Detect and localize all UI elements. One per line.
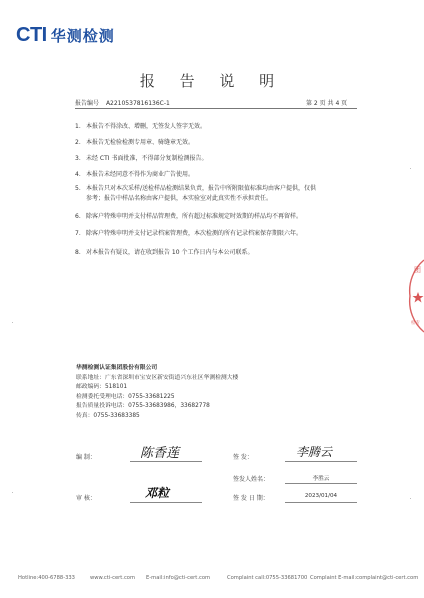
contact-address: 联系地址：广东省深圳市宝安区新安街道兴东社区华测检测大楼 — [76, 374, 239, 381]
report-number-value: A2210537816136C-1 — [105, 100, 170, 107]
issue-date: 2023/01/04 — [304, 493, 338, 499]
report-number-label: 报告编号 — [75, 100, 100, 107]
statement-item: 2. 本报告无检验检测专用章、骑缝章无效。 — [75, 139, 195, 146]
reviewer-label: 审 核： — [76, 495, 96, 502]
contact-postcode: 邮政编码：518101 — [76, 384, 128, 391]
contact-entrust-phone: 检测委托受理电话：0755-33681225 — [76, 393, 175, 400]
company-name: 华测检测认证集团股份有限公司 — [76, 365, 158, 371]
contact-complaint-phone: 报告质量投诉电话：0755-33683986，33682778 — [76, 403, 210, 410]
footer-website[interactable]: www.cti-cert.com — [90, 575, 136, 581]
contact-fax: 传真：0755-33683385 — [76, 412, 140, 419]
logo-cn-text: 华测检测 — [50, 26, 115, 45]
compiler-signature: 陈香莲 — [140, 446, 180, 461]
issuer-name-label: 签发人姓名： — [233, 476, 270, 483]
statement-item: 1. 本报告不得涂改、增删，无签发人签字无效。 — [75, 123, 207, 130]
footer-complaint-email[interactable]: Complaint E-mail:complaint@cti-cert.com — [310, 575, 419, 581]
issue-date-label: 签 发 日 期： — [233, 495, 269, 502]
page-title: 报 告 说 明 — [139, 72, 285, 90]
statement-item: 4. 本报告未经同意不得作为商业广告使用。 — [75, 171, 195, 178]
svg-text:检专: 检专 — [411, 321, 420, 326]
footer-email[interactable]: E-mail:info@cti-cert.com — [146, 575, 211, 581]
statement-item: 8. 对本报告有疑议，请在收到报告 10 个工作日内与本公司联系。 — [75, 249, 254, 256]
page-info: 第 2 页 共 4 页 — [306, 100, 348, 107]
reviewer-signature: 邓粒 — [145, 486, 170, 500]
footer-hotline: Hotline:400-6788-333 — [18, 575, 75, 581]
compiler-label: 编 制： — [76, 454, 96, 461]
issuer-signature: 李腾云 — [296, 445, 333, 459]
statement-item: 5. 本报告只对本次采样/送检样品检测结果负责，报告中所附限值标准均由客户提供，仅供 参考；报告中样品名称由客户提供，本实验室对此真实性不承担责任。 — [75, 185, 317, 202]
logo-cti-text: CTI — [16, 23, 47, 46]
issuer-name: 李胜云 — [312, 476, 330, 482]
svg-text:团: 团 — [414, 266, 421, 274]
footer-complaint-call: Complaint call:0755-33681700 — [227, 575, 308, 581]
statement-item: 7. 除客户特殊申明并支付记录档案管理费，本次检测的所有记录档案保存期限六年。 — [75, 230, 303, 237]
issuer-label: 签 发： — [233, 454, 253, 461]
statement-item: 6. 除客户特殊申明并支付样品管理费，所有超过标准规定时效期的样品均不再留样。 — [75, 213, 303, 220]
statement-item: 3. 未经 CTI 书面批准，不得部分复制检测报告。 — [75, 155, 208, 162]
